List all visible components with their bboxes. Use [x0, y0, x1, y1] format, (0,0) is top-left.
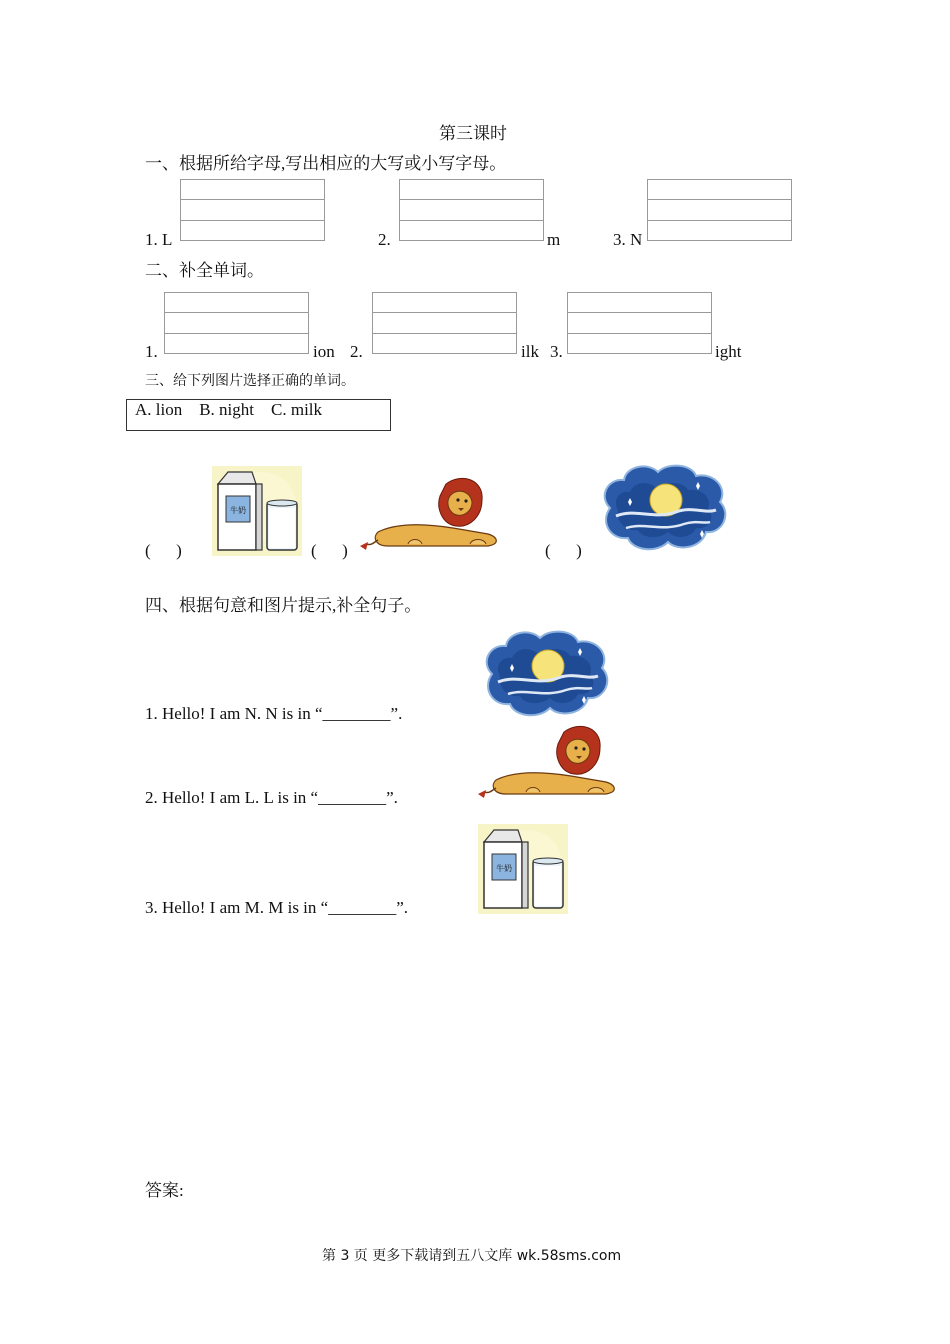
s3-answer-blank-2[interactable]: ( ) — [311, 541, 348, 560]
sentence-3: 3. Hello! I am M. M is in “________”. — [145, 898, 408, 917]
lion-picture-2 — [476, 722, 622, 802]
s2-item3-post: ight — [715, 342, 742, 361]
milk-picture-2 — [478, 824, 568, 914]
answer-label: 答案: — [145, 1181, 184, 1200]
section1-heading: 一、根据所给字母,写出相应的大写或小写字母。 — [145, 154, 507, 173]
section3-heading: 三、给下列图片选择正确的单词。 — [145, 374, 355, 389]
night-picture-1 — [596, 460, 732, 556]
milk-picture-1 — [212, 466, 302, 556]
milk-label-2: 牛奶 — [496, 864, 512, 873]
s3-answer-blank-3[interactable]: ( ) — [545, 541, 582, 560]
s2-writing-box-1[interactable] — [164, 292, 309, 354]
s1-writing-box-1[interactable] — [180, 179, 325, 241]
sentence-1: 1. Hello! I am N. N is in “________”. — [145, 704, 403, 723]
s2-writing-box-2[interactable] — [372, 292, 517, 354]
s2-writing-box-3[interactable] — [567, 292, 712, 354]
s2-item1-post: ion — [313, 342, 335, 361]
sentence-2: 2. Hello! I am L. L is in “________”. — [145, 788, 398, 807]
s2-item3-pre: 3. — [550, 342, 563, 361]
s2-item2-pre: 2. — [350, 342, 363, 361]
s2-item1-pre: 1. — [145, 342, 158, 361]
page-title: 第三课时 — [439, 124, 507, 143]
s3-answer-blank-1[interactable]: ( ) — [145, 541, 182, 560]
section4-heading: 四、根据句意和图片提示,补全句子。 — [145, 596, 422, 615]
options-text: A. lion B. night C. milk — [135, 400, 323, 419]
s1-item3-pre: 3. N — [613, 230, 643, 249]
lion-picture-1 — [358, 474, 504, 554]
s1-item2-pre: 2. — [378, 230, 391, 249]
page-footer: 第 3 页 更多下载请到五八文库 wk.58sms.com — [322, 1248, 622, 1264]
night-picture-2 — [478, 626, 614, 722]
s2-item2-post: ilk — [521, 342, 539, 361]
s1-item1-pre: 1. L — [145, 230, 173, 249]
s1-item2-post: m — [547, 230, 561, 249]
s1-writing-box-3[interactable] — [647, 179, 792, 241]
s1-writing-box-2[interactable] — [399, 179, 544, 241]
milk-label-1: 牛奶 — [230, 506, 246, 515]
section2-heading: 二、补全单词。 — [145, 261, 264, 280]
